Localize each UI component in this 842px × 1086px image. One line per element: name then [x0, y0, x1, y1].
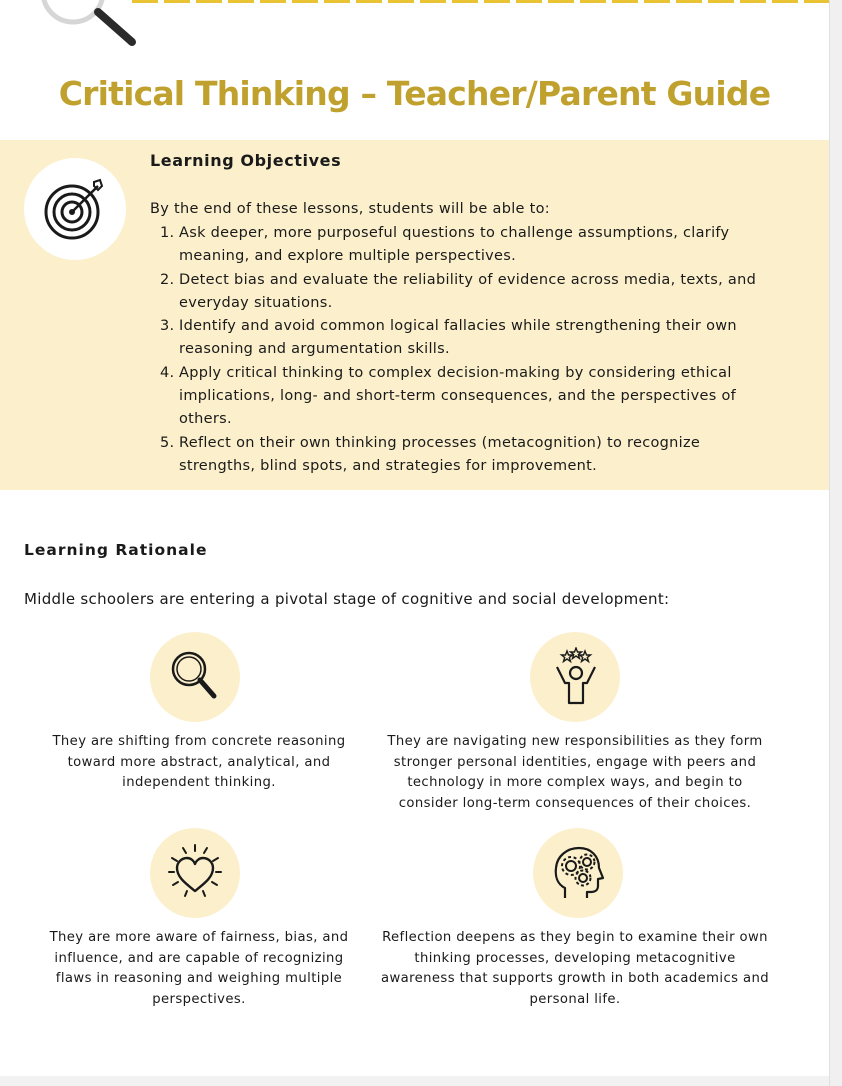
page-title: Critical Thinking – Teacher/Parent Guide: [58, 74, 771, 113]
magnifying-glass-icon: [165, 647, 225, 707]
celebrating-person-icon: [545, 647, 605, 707]
magnifying-glass-decoration-icon: [28, 0, 148, 52]
objective-item: 3. Identify and avoid common logical fallacies while strengthening their own reasoning and argumentation skills.: [160, 318, 737, 358]
rationale-card-text: They are navigating new responsibilities as they form stronger personal identities, engage with peers and technology in more complex ways, and begin to consider long-term consequences of their choices.: [387, 734, 763, 811]
target-icon: [42, 176, 108, 242]
rationale-heading: Learning Rationale: [24, 541, 208, 559]
glowing-heart-icon: [163, 841, 227, 905]
card-icon-badge: [150, 632, 240, 722]
objective-item: 5. Reflect on their own thinking processes (metacognition) to recognize strengths, blind spots, and strategies for improvement.: [160, 434, 701, 474]
card-icon-badge: [530, 632, 620, 722]
rationale-card-text: Reflection deepens as they begin to examine their own thinking processes, developing metacognitive awareness that supports growth in both academics and personal life.: [380, 930, 770, 1007]
rationale-card-text: They are more aware of fairness, bias, and influence, and are capable of recognizing flaws in reasoning and weighing multiple perspectives.: [49, 930, 349, 1007]
card-icon-badge: [150, 828, 240, 918]
objective-item: 2. Detect bias and evaluate the reliability of evidence across media, texts, and everyday situations.: [160, 271, 757, 311]
objectives-list: [160, 222, 800, 478]
scrollbar-gutter[interactable]: [829, 0, 842, 1086]
objectives-heading: Learning Objectives: [150, 151, 342, 170]
target-icon-badge: [24, 158, 126, 260]
objective-item: 1. Ask deeper, more purposeful questions to challenge assumptions, clarify meaning, and explore multiple perspectives.: [160, 225, 730, 265]
card-icon-badge: [533, 828, 623, 918]
head-gears-icon: [547, 842, 609, 904]
rationale-card-text: They are shifting from concrete reasoning toward more abstract, analytical, and independent thinking.: [52, 734, 346, 790]
decorative-top-border: [132, 0, 829, 3]
objectives-intro: By the end of these lessons, students will be able to:: [150, 201, 550, 217]
rationale-intro: Middle schoolers are entering a pivotal stage of cognitive and social development:: [24, 590, 670, 608]
objective-item: 4. Apply critical thinking to complex decision-making by considering ethical implications, long- and short-term consequences, and the perspectives of others.: [160, 364, 737, 428]
